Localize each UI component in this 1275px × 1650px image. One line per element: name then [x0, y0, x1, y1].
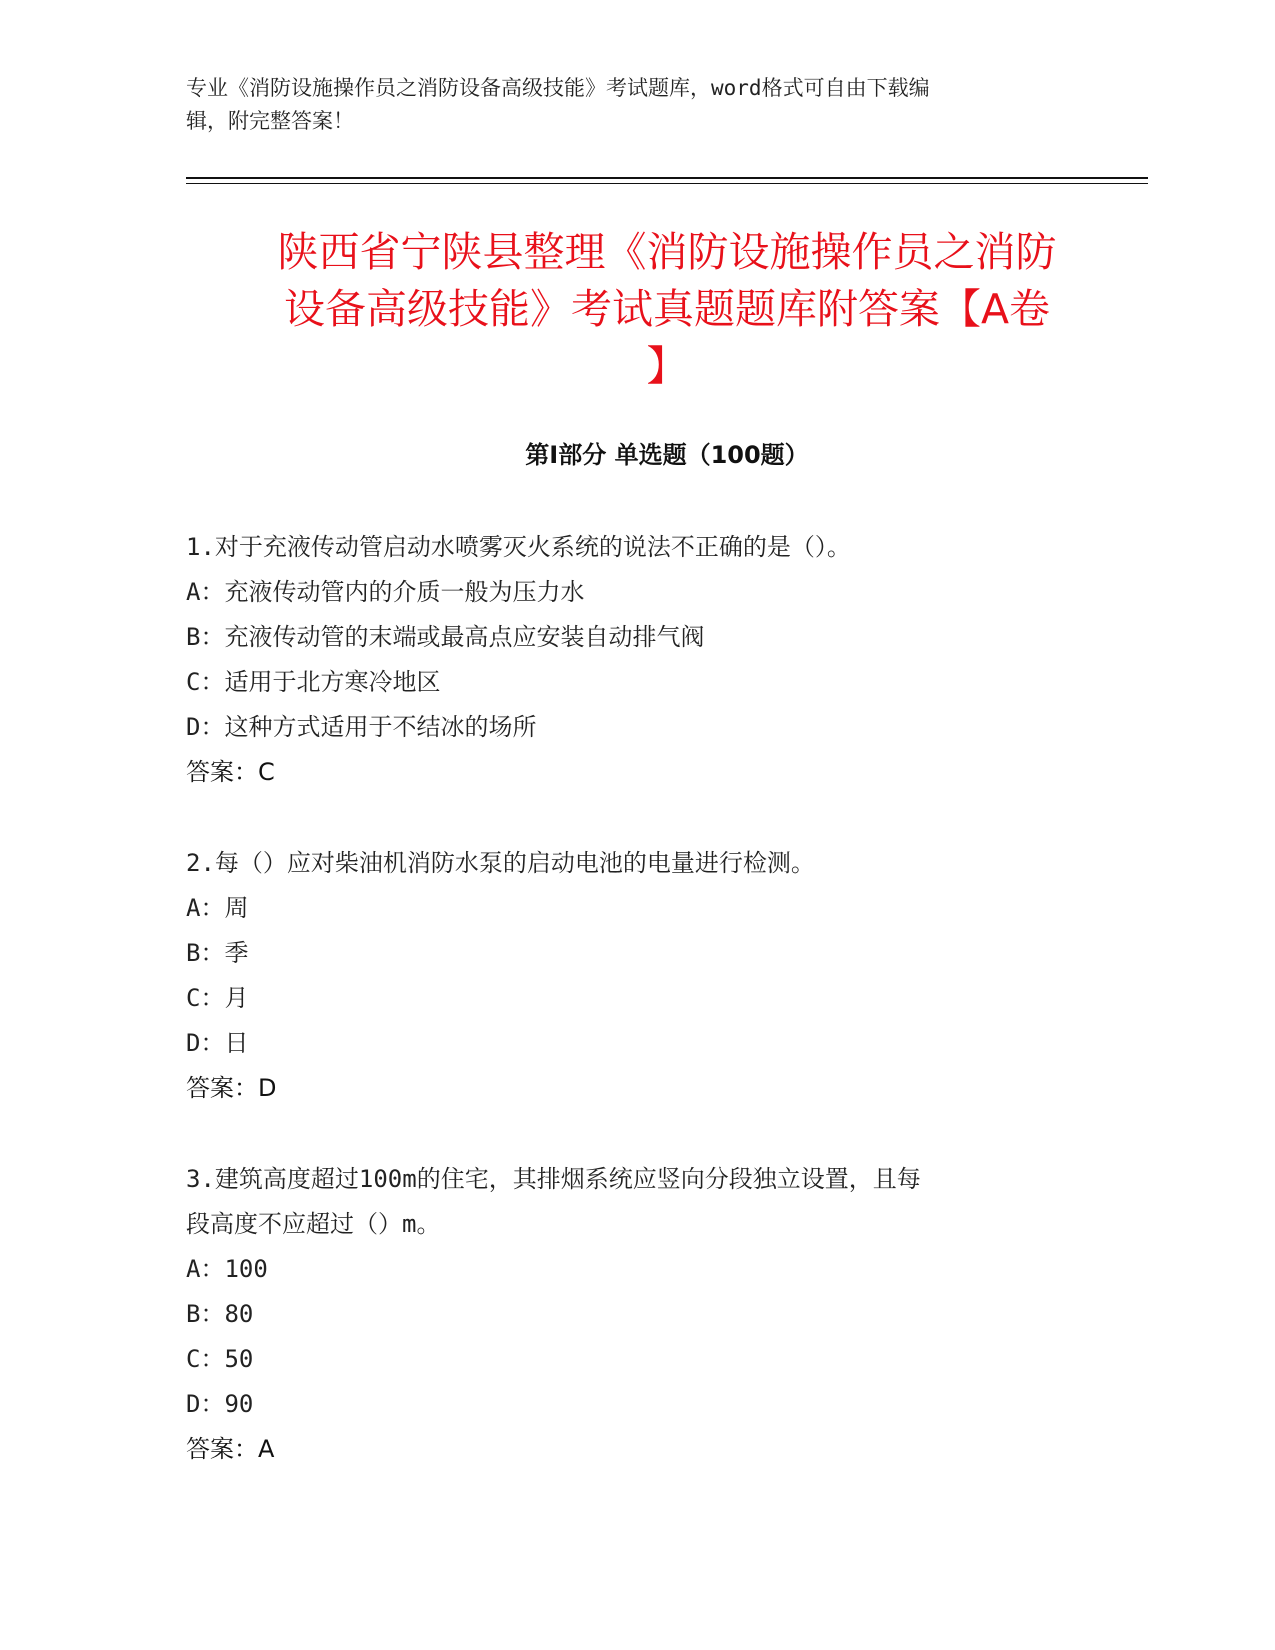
question-stem: 3.建筑高度超过100m的住宅，其排烟系统应竖向分段独立设置，且每 [186, 1165, 921, 1193]
document-title [186, 224, 1148, 395]
option-d: D：日 [186, 1029, 249, 1057]
option-b: B：充液传动管的末端或最高点应安装自动排气阀 [186, 623, 705, 651]
answer: 答案：C [186, 758, 275, 786]
answer: 答案：D [186, 1074, 277, 1102]
option-c: C：50 [186, 1345, 254, 1373]
option-d: D：90 [186, 1390, 254, 1418]
option-b: B：季 [186, 939, 249, 967]
header-rule-thin [186, 183, 1148, 184]
question-stem-continued: 段高度不应超过（）m。 [186, 1210, 441, 1238]
option-a: A：周 [186, 894, 249, 922]
option-c: C：适用于北方寒冷地区 [186, 668, 441, 696]
header-rule-thick [186, 177, 1148, 179]
option-d: D：这种方式适用于不结冰的场所 [186, 713, 537, 741]
header-note [186, 72, 1066, 138]
option-a: A：100 [186, 1255, 268, 1283]
option-c: C：月 [186, 984, 249, 1012]
document-title-line-1: 陕西省宁陕县整理《消防设施操作员之消防 [277, 228, 1057, 276]
header-note-line-1: 专业《消防设施操作员之消防设备高级技能》考试题库，word格式可自由下载编 [186, 76, 930, 100]
document-title-line-2: 设备高级技能》考试真题题库附答案【A卷 [283, 285, 1051, 333]
section-heading: 第I部分 单选题（100题） [525, 441, 809, 469]
header-note-line-2: 辑，附完整答案！ [186, 109, 354, 133]
question-1 [186, 525, 1076, 795]
question-list [186, 525, 1076, 1518]
question-2 [186, 841, 1076, 1111]
question-3 [186, 1157, 1076, 1472]
option-a: A：充液传动管内的介质一般为压力水 [186, 578, 585, 606]
answer: 答案：A [186, 1435, 275, 1463]
option-b: B：80 [186, 1300, 254, 1328]
question-stem: 2.每（）应对柴油机消防水泵的启动电池的电量进行检测。 [186, 849, 815, 877]
question-stem: 1.对于充液传动管启动水喷雾灭火系统的说法不正确的是（）。 [186, 533, 851, 561]
document-title-line-3: 】 [646, 342, 688, 390]
